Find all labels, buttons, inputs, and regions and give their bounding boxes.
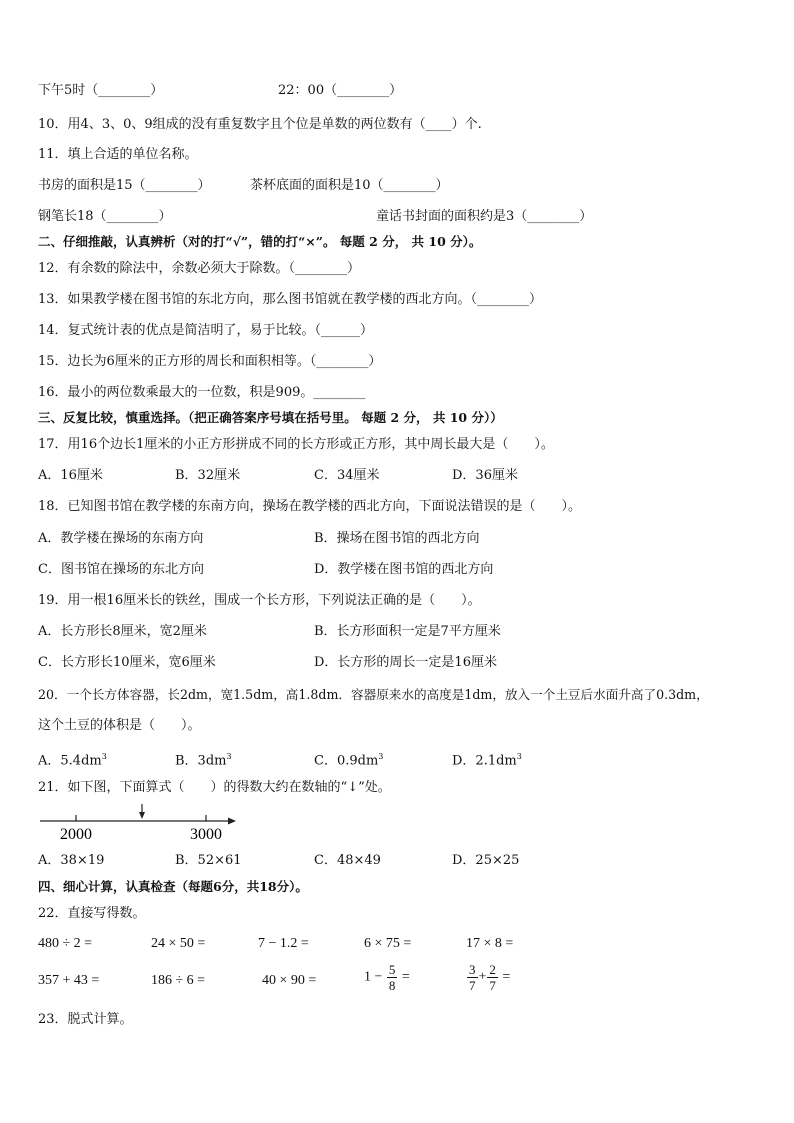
frac1-denominator: 8 (388, 978, 396, 993)
q11-item-c: 钢笔长18（________） (38, 209, 172, 224)
q11-item-a: 书房的面积是15（________） (38, 178, 211, 193)
q9-right: 22：00（________） (278, 83, 403, 98)
q21-option-b: B．52×61 (175, 853, 242, 868)
section-4-heading: 四、细心计算，认真检查（每题6分，共18分）。 (38, 879, 308, 894)
question-20-cont: 这个土豆的体积是（ ）。 (38, 718, 201, 733)
question-18: 18．已知图书馆在教学楼的东南方向，操场在教学楼的西北方向，下面说法错误的是（ ）。 (38, 499, 582, 514)
q21-option-c: C．48×49 (314, 853, 381, 868)
q11-item-b: 茶杯底面的面积是10（________） (250, 178, 449, 193)
question-21: 21．如下图，下面算式（ ）的得数大约在数轴的“↓”处。 (38, 780, 391, 795)
pointer-arrow-icon (139, 812, 145, 819)
frac1-numerator: 5 (388, 962, 396, 977)
axis-label-2000: 2000 (60, 826, 92, 843)
calc-r2-4-fraction (364, 962, 410, 993)
q17-option-d: D．36厘米 (452, 468, 518, 483)
question-12: 12．有余数的除法中，余数必须大于除数。（________） (38, 261, 361, 276)
q19-option-a: A．长方形长8厘米，宽2厘米 (38, 624, 207, 639)
q21-option-a: A．38×19 (38, 853, 105, 868)
frac2b-numerator: 2 (489, 962, 496, 977)
q18-option-a: A．教学楼在操场的东南方向 (38, 531, 204, 546)
calc-r1-5: 17 × 8 = (466, 936, 514, 951)
question-16: 16．最小的两位数乘最大的一位数，积是909。________ (38, 385, 366, 400)
q20-option-d: D．$2.1dm^3$ (452, 752, 522, 769)
q20-option-c: C．$0.9dm^3$ (314, 752, 384, 769)
q18-option-d: D．教学楼在图书馆的西北方向 (314, 562, 494, 577)
fraction-5-8 (387, 962, 398, 993)
question-15: 15．边长为6厘米的正方形的周长和面积相等。（________） (38, 354, 382, 369)
question-23: 23．脱式计算。 (38, 1012, 133, 1027)
number-line-arrowhead (228, 818, 236, 825)
calc-r2-3: 40 × 90 = (262, 973, 317, 988)
q21-option-d: D．25×25 (452, 853, 520, 868)
axis-label-3000: 3000 (190, 826, 222, 843)
calc-r1-4: 6 × 75 = (364, 936, 412, 951)
q17-option-c: C．34厘米 (314, 468, 380, 483)
frac2a-numerator: 3 (469, 962, 476, 977)
q20-option-b: B．$3dm^3$ (175, 752, 232, 769)
q9-left: 下午5时（________） (38, 83, 164, 98)
calc-r1-3: 7 − 1.2 = (258, 936, 309, 951)
q19-option-b: B．长方形面积一定是7平方厘米 (314, 624, 501, 639)
frac2-equals: = (502, 969, 511, 985)
q17-option-b: B．32厘米 (175, 468, 241, 483)
q19-option-c: C．长方形长10厘米，宽6厘米 (38, 655, 216, 670)
question-10: 10．用4、3、0、9组成的没有重复数字且个位是单数的两位数有（____）个. (38, 117, 482, 132)
q18-option-b: B．操场在图书馆的西北方向 (314, 531, 480, 546)
question-19: 19．用一根16厘米长的铁丝，围成一个长方形，下列说法正确的是（ ）。 (38, 593, 481, 608)
calc-r1-2: 24 × 50 = (151, 936, 206, 951)
fraction-3-7 (467, 962, 478, 993)
q20-option-a: A．$5.4dm^3$ (38, 752, 107, 769)
question-22: 22．直接写得数。 (38, 906, 146, 921)
q17-option-a: A．16厘米 (38, 468, 103, 483)
frac1-whole: 1 − (364, 969, 383, 985)
number-line-figure (38, 802, 248, 846)
frac2-plus: + (478, 969, 487, 985)
fraction-2-7 (487, 962, 498, 993)
calc-r2-2: 186 ÷ 6 = (151, 973, 206, 988)
q19-option-d: D．长方形的周长一定是16厘米 (314, 655, 497, 670)
frac2a-denominator: 7 (469, 978, 476, 993)
frac2b-denominator: 7 (489, 978, 496, 993)
q18-option-c: C．图书馆在操场的东北方向 (38, 562, 204, 577)
q11-item-d: 童话书封面的面积约是3（________） (376, 209, 593, 224)
question-17: 17．用16个边长1厘米的小正方形拼成不同的长方形或正方形，其中周长最大是（ ）。 (38, 437, 554, 452)
question-20: 20．一个长方体容器，长2dm，宽1.5dm，高1.8dm．容器原来水的高度是1dm，放入一个土豆后水面升高了0.3dm， (38, 687, 709, 702)
question-14: 14．复式统计表的优点是简洁明了，易于比较。（______） (38, 323, 374, 338)
calc-r2-5-fraction (466, 962, 510, 993)
calc-r2-1: 357 + 43 = (38, 973, 100, 988)
calc-r1-1: 480 ÷ 2 = (38, 936, 93, 951)
frac1-equals: = (401, 969, 410, 985)
question-11: 11．填上合适的单位名称。 (38, 147, 198, 162)
question-13: 13．如果教学楼在图书馆的东北方向，那么图书馆就在教学楼的西北方向。（________） (38, 292, 543, 307)
section-3-heading: 三、反复比较，慎重选择。（把正确答案序号填在括号里。 每题 2 分， 共 10 分）） (38, 410, 503, 425)
section-2-heading: 二、仔细推敲，认真辨析（对的打“√”，错的打“×”。 每题 2 分， 共 10 分）。 (38, 234, 482, 249)
